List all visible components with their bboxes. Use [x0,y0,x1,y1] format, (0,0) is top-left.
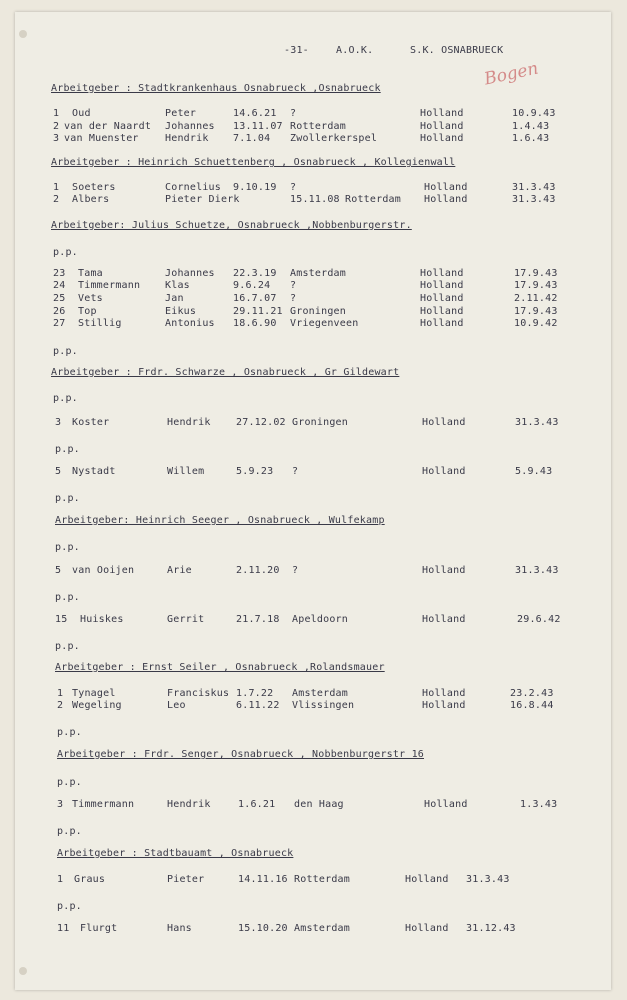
pp-marker: p.p. [53,393,78,404]
row-birthdate: 1.7.22 [236,688,274,699]
punch-hole [19,30,27,38]
row-surname: Koster [72,417,110,428]
row-date: 17.9.43 [514,268,558,279]
row-date: 10.9.42 [514,318,558,329]
row-nr: 11 [57,923,70,934]
pp-marker: p.p. [53,346,78,357]
row-country: Holland [420,306,464,317]
row-birthdate: 5.9.23 [236,466,274,477]
row-birthplace: Amsterdam [292,688,348,699]
row-firstname: Pieter Dierk [165,194,240,205]
row-firstname: Antonius [165,318,215,329]
row-date: 1.3.43 [520,799,558,810]
pp-marker: p.p. [55,641,80,652]
row-surname: Nystadt [72,466,116,477]
row-birthdate: 16.7.07 [233,293,277,304]
row-firstname: Hendrik [165,133,209,144]
row-country: Holland [420,280,464,291]
employer-heading: Arbeitgeber : Frdr. Senger, Osnabrueck , Nobbenburgerstr 16 [57,749,425,760]
pp-marker: p.p. [55,542,80,553]
row-birthplace: ? [290,280,297,291]
row-date: 16.8.44 [510,700,554,711]
row-birthdate: 1.6.21 [238,799,276,810]
row-country: Holland [420,133,464,144]
row-date: 29.6.42 [517,614,561,625]
row-surname: Huiskes [80,614,124,625]
row-firstname: Peter [165,108,197,119]
row-firstname: Eikus [165,306,197,317]
row-birthplace: ? [290,108,297,119]
row-birthdate: 14.11.16 [238,874,288,885]
row-birthplace: ? [292,565,299,576]
row-birthplace: Amsterdam [294,923,350,934]
employer-heading: Arbeitgeber : Stadtbauamt , Osnabrueck [57,848,294,859]
row-date: 31.3.43 [515,565,559,576]
row-birthdate: 9.10.19 [233,182,277,193]
org-label: A.O.K. [336,45,374,56]
row-birthdate: 13.11.07 [233,121,283,132]
row-birthplace: Groningen [290,306,346,317]
row-date: 1.4.43 [512,121,550,132]
row-birthplace: ? [290,293,297,304]
row-country: Holland [422,700,466,711]
row-birthdate: 7.1.04 [233,133,271,144]
row-surname: Graus [74,874,106,885]
row-surname: Tama [78,268,103,279]
row-surname: Timmermann [72,799,135,810]
row-date: 5.9.43 [515,466,553,477]
row-nr: 1 [53,108,60,119]
row-date: 17.9.43 [514,306,558,317]
row-birthplace: Vriegenveen [290,318,359,329]
pp-marker: p.p. [57,901,82,912]
punch-hole [19,967,27,975]
row-surname: van Ooijen [72,565,135,576]
row-nr: 2 [57,700,64,711]
row-firstname: Jan [165,293,184,304]
row-birthplace: ? [290,182,297,193]
row-nr: 27 [53,318,66,329]
row-firstname: Klas [165,280,190,291]
row-surname: Oud [72,108,91,119]
page-number: -31- [284,45,309,56]
row-birthdate: 2.11.20 [236,565,280,576]
pp-marker: p.p. [55,592,80,603]
row-firstname: Leo [167,700,186,711]
row-country: Holland [422,688,466,699]
row-birthdate: 29.11.21 [233,306,283,317]
row-firstname: Hendrik [167,417,211,428]
row-birthplace: Rotterdam [294,874,350,885]
employer-heading: Arbeitgeber: Heinrich Seeger , Osnabrueck , Wulfekamp [55,515,385,526]
row-country: Holland [424,182,468,193]
row-surname: Top [78,306,97,317]
employer-heading: Arbeitgeber : Frdr. Schwarze , Osnabrueck , Gr Gildewart [51,367,400,378]
row-surname: Tynagel [72,688,116,699]
row-nr: 15 [55,614,68,625]
row-nr: 5 [55,466,62,477]
row-birthplace: Rotterdam [345,194,401,205]
row-birthplace: Vlissingen [292,700,355,711]
row-date: 10.9.43 [512,108,556,119]
row-nr: 1 [53,182,60,193]
row-nr: 2 [53,121,60,132]
row-date: 17.9.43 [514,280,558,291]
row-birthplace: Groningen [292,417,348,428]
row-nr: 3 [55,417,62,428]
row-firstname: Pieter [167,874,205,885]
row-surname: Wegeling [72,700,122,711]
row-surname: Albers [72,194,110,205]
row-birthdate: 15.10.20 [238,923,288,934]
row-date: 31.12.43 [466,923,516,934]
row-birthplace: Zwollerkerspel [290,133,378,144]
employer-heading: Arbeitgeber : Heinrich Schuettenberg , Osnabrueck , Kollegienwall [51,157,456,168]
row-birthdate: 21.7.18 [236,614,280,625]
row-surname: Flurgt [80,923,118,934]
row-date: 2.11.42 [514,293,558,304]
row-country: Holland [420,108,464,119]
row-birthplace: Apeldoorn [292,614,348,625]
row-birthdate: 6.11.22 [236,700,280,711]
row-country: Holland [422,417,466,428]
row-date: 31.3.43 [515,417,559,428]
row-country: Holland [424,194,468,205]
row-nr: 23 [53,268,66,279]
row-surname: Timmermann [78,280,141,291]
row-nr: 25 [53,293,66,304]
row-country: Holland [422,565,466,576]
row-nr: 3 [53,133,60,144]
row-country: Holland [424,799,468,810]
pp-marker: p.p. [53,247,78,258]
pp-marker: p.p. [57,727,82,738]
row-nr: 1 [57,688,64,699]
row-birthplace: Rotterdam [290,121,346,132]
pp-marker: p.p. [57,777,82,788]
row-nr: 3 [57,799,64,810]
row-surname: Soeters [72,182,116,193]
row-birthplace: Amsterdam [290,268,346,279]
row-surname: van Muenster [64,133,139,144]
row-birthdate: 14.6.21 [233,108,277,119]
row-country: Holland [420,121,464,132]
row-country: Holland [420,293,464,304]
employer-heading: Arbeitgeber: Julius Schuetze, Osnabrueck ,Nobbenburgerstr. [51,220,412,231]
row-nr: 24 [53,280,66,291]
row-firstname: Franciskus [167,688,230,699]
row-nr: 2 [53,194,60,205]
row-firstname: Johannes [165,268,215,279]
row-firstname: Hendrik [167,799,211,810]
row-birthdate: 18.6.90 [233,318,277,329]
employer-heading: Arbeitgeber : Ernst Seiler , Osnabrueck ,Rolandsmauer [55,662,385,673]
row-firstname: Cornelius [165,182,221,193]
row-birthplace: den Haag [294,799,344,810]
row-birthdate: 27.12.02 [236,417,286,428]
row-firstname: Willem [167,466,205,477]
row-birthdate: 9.6.24 [233,280,271,291]
office-label: S.K. OSNABRUECK [410,45,504,56]
row-country: Holland [420,268,464,279]
row-nr: 26 [53,306,66,317]
row-date: 1.6.43 [512,133,550,144]
row-firstname: Johannes [165,121,215,132]
row-date: 23.2.43 [510,688,554,699]
row-country: Holland [405,923,449,934]
row-nr: 1 [57,874,64,885]
pp-marker: p.p. [57,826,82,837]
row-firstname: Hans [167,923,192,934]
pp-marker: p.p. [55,444,80,455]
handwritten-stamp: Bogen [482,58,541,90]
row-surname: Stillig [78,318,122,329]
row-nr: 5 [55,565,62,576]
row-country: Holland [422,466,466,477]
employer-heading: Arbeitgeber : Stadtkrankenhaus Osnabrueck ,Osnabrueck [51,83,381,94]
row-date: 31.3.43 [466,874,510,885]
row-firstname: Gerrit [167,614,205,625]
row-date: 31.3.43 [512,194,556,205]
row-birthdate: 15.11.08 [290,194,340,205]
row-country: Holland [405,874,449,885]
pp-marker: p.p. [55,493,80,504]
row-surname: van der Naardt [64,121,152,132]
row-date: 31.3.43 [512,182,556,193]
row-country: Holland [420,318,464,329]
row-birthplace: ? [292,466,299,477]
row-firstname: Arie [167,565,192,576]
row-country: Holland [422,614,466,625]
row-birthdate: 22.3.19 [233,268,277,279]
row-surname: Vets [78,293,103,304]
